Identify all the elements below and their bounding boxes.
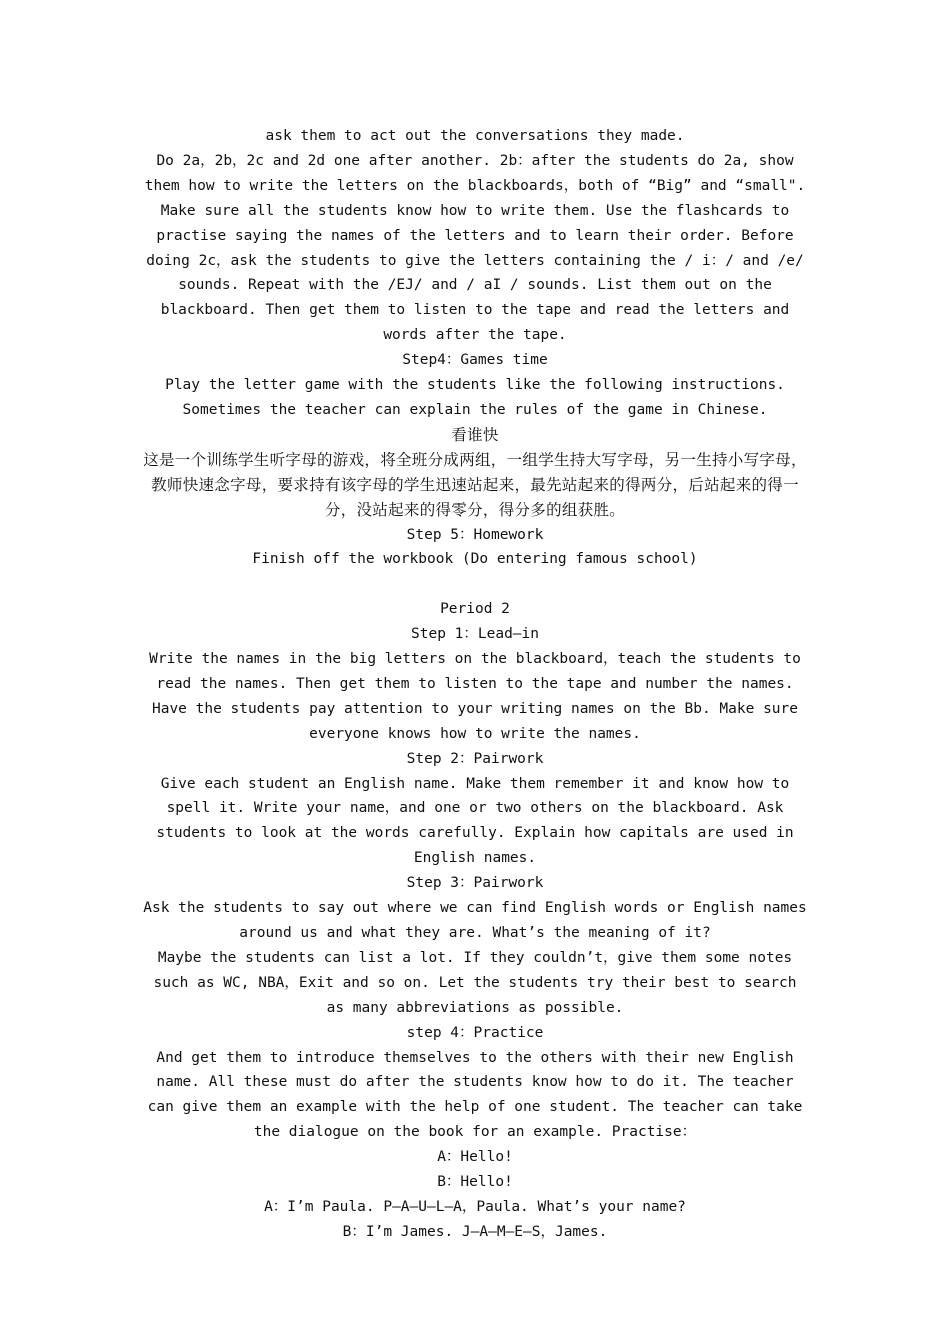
dialogue-line-a-paula: A：I’m Paula. P—A—U—L—A，Paula. What’s your name?	[264, 1198, 686, 1215]
heading-kan-shui-kuai: 看谁快	[451, 425, 499, 444]
heading-step4-practice: step 4：Practice	[406, 1024, 544, 1041]
heading-step5-homework: Step 5：Homework	[406, 526, 544, 543]
paragraph-do-2a-2d: Do 2a，2b，2c and 2d one after another. 2b：after the students do 2a, show them how to write the letters on the blackboards，both of “Big” and “small". Make sure all the students know how to write them. Use the flashcards to practise saying the names of the letters and to learn their order. Before doing 2c，ask the students to give the letters containing the / i：/ and /e/ sounds. Repeat with the /EJ/ and / aI / sounds. List them out on the blackboard. Then get them to listen to the tape and read the letters and words after the tape.	[144, 152, 806, 344]
paragraph-act-out: ask them to act out the conversations they made.	[265, 128, 685, 144]
paragraph-abbreviations: Maybe the students can list a lot. If they couldn’t，give them some notes such as WC, NBA，Exit and so on. Let the students try their best to search as many abbreviations as possible.	[153, 949, 797, 1016]
heading-step3-pairwork: Step 3：Pairwork	[406, 875, 544, 892]
document-page	[143, 124, 807, 1245]
paragraph-english-name: Give each student an English name. Make them remember it and know how to spell it. Write your name，and one or two others on the blackboard. Ask students to look at the words carefully. Explain how capitals are used in English names.	[156, 775, 794, 867]
dialogue-line-b-hello: B：Hello!	[437, 1174, 513, 1191]
heading-step4-games: Step4：Games time	[402, 352, 548, 369]
dialogue-line-a-hello: A：Hello!	[437, 1149, 513, 1166]
paragraph-introduce-themselves: And get them to introduce themselves to the others with their new English name. All these must do after the students know how to do it. The teacher can give them an example with the help of one student. The teacher can take the dialogue on the book for an example. Practise：	[147, 1049, 803, 1141]
paragraph-game-rules-cn: 这是一个训练学生听字母的游戏，将全班分成两组，一组学生持大写字母，另一生持小写字母，教师快速念字母，要求持有该字母的学生迅速站起来，最先站起来的得两分，后站起来的得一分，没站起来的得零分，得分多的组获胜。	[143, 450, 807, 519]
heading-step2-pairwork: Step 2：Pairwork	[406, 750, 544, 767]
paragraph-write-names: Write the names in the big letters on the blackboard，teach the students to read the names. Then get them to listen to the tape and number the names. Have the students pay attention to your writing names on the Bb. Make sure everyone knows how to write the names.	[149, 651, 801, 742]
dialogue-line-b-james: B：I’m James. J—A—M—E—S，James.	[342, 1223, 608, 1240]
paragraph-workbook: Finish off the workbook (Do entering famous school)	[252, 551, 698, 568]
paragraph-letter-game: Play the letter game with the students like the following instructions. Sometimes the teacher can explain the rules of the game in Chinese.	[165, 377, 785, 418]
heading-step1-lead-in: Step 1：Lead—in	[411, 626, 539, 643]
blank-line	[143, 572, 807, 597]
paragraph-find-english-words: Ask the students to say out where we can find English words or English names around us and what they are. What’s the meaning of it?	[143, 900, 807, 941]
heading-period-2: Period 2	[440, 601, 510, 618]
